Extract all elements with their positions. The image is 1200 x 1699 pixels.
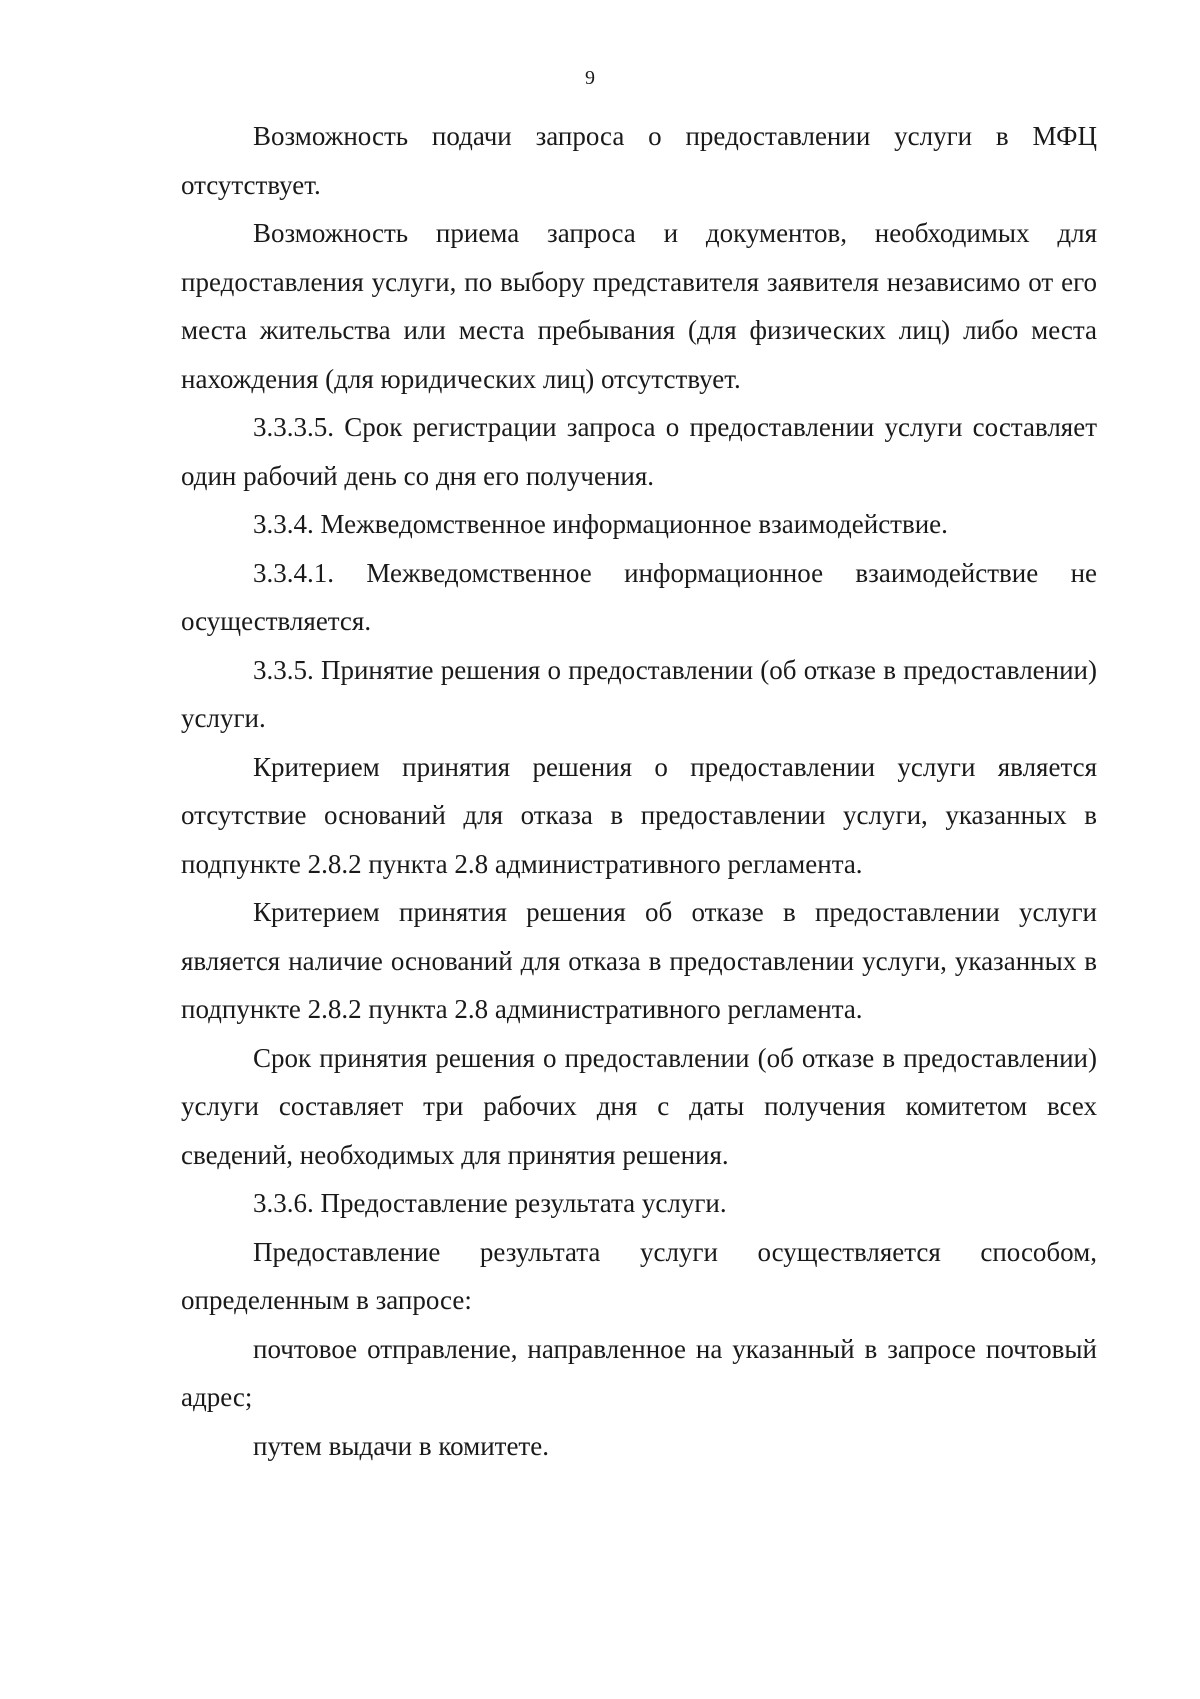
- paragraph-3-3-4: 3.3.4. Межведомственное информационное взаимодействие.: [253, 509, 948, 539]
- paragraph-3-3-3-5: 3.3.3.5. Срок регистрации запроса о предоставлении услуги составляет один рабочий день со дня его получения.: [181, 412, 1097, 491]
- paragraph-3-3-5: 3.3.5. Принятие решения о предоставлении (об отказе в предоставлении) услуги.: [181, 654, 1097, 733]
- paragraph-issue-at-committee: путем выдачи в комитете.: [253, 1430, 549, 1461]
- document-body: [181, 112, 1097, 1470]
- paragraph-criterion-refusal: Критерием принятия решения об отказе в предоставлении услуги является наличие оснований для отказа в предоставлении услуги, указанных в подпункте 2.8.2 пункта 2.8 административного регламента.: [181, 897, 1097, 1024]
- paragraph-3-3-4-1: 3.3.4.1. Межведомственное информационное взаимодействие не осуществляется.: [181, 557, 1097, 636]
- paragraph-3-3-6: 3.3.6. Предоставление результата услуги.: [253, 1188, 727, 1218]
- paragraph-decision-term: Срок принятия решения о предоставлении (об отказе в предоставлении) услуги составляет три рабочих дня с даты получения комитетом всех сведений, необходимых для принятия решения.: [181, 1042, 1097, 1170]
- page-number: 9: [585, 67, 595, 89]
- paragraph-postal-delivery: почтовое отправление, направленное на указанный в запросе почтовый адрес;: [181, 1333, 1097, 1412]
- paragraph-request-reception: Возможность приема запроса и документов, необходимых для предоставления услуги, по выбору представителя заявителя независимо от его места жительства или места пребывания (для физических лиц) либо места нахождения (для юридических лиц) отсутствует.: [181, 218, 1097, 394]
- paragraph-mfc-request: Возможность подачи запроса о предоставлении услуги в МФЦ отсутствует.: [181, 121, 1097, 200]
- paragraph-criterion-grant: Критерием принятия решения о предоставлении услуги является отсутствие оснований для отказа в предоставлении услуги, указанных в подпункте 2.8.2 пункта 2.8 административного регламента.: [181, 751, 1097, 879]
- paragraph-result-method: Предоставление результата услуги осуществляется способом, определенным в запросе:: [181, 1236, 1097, 1315]
